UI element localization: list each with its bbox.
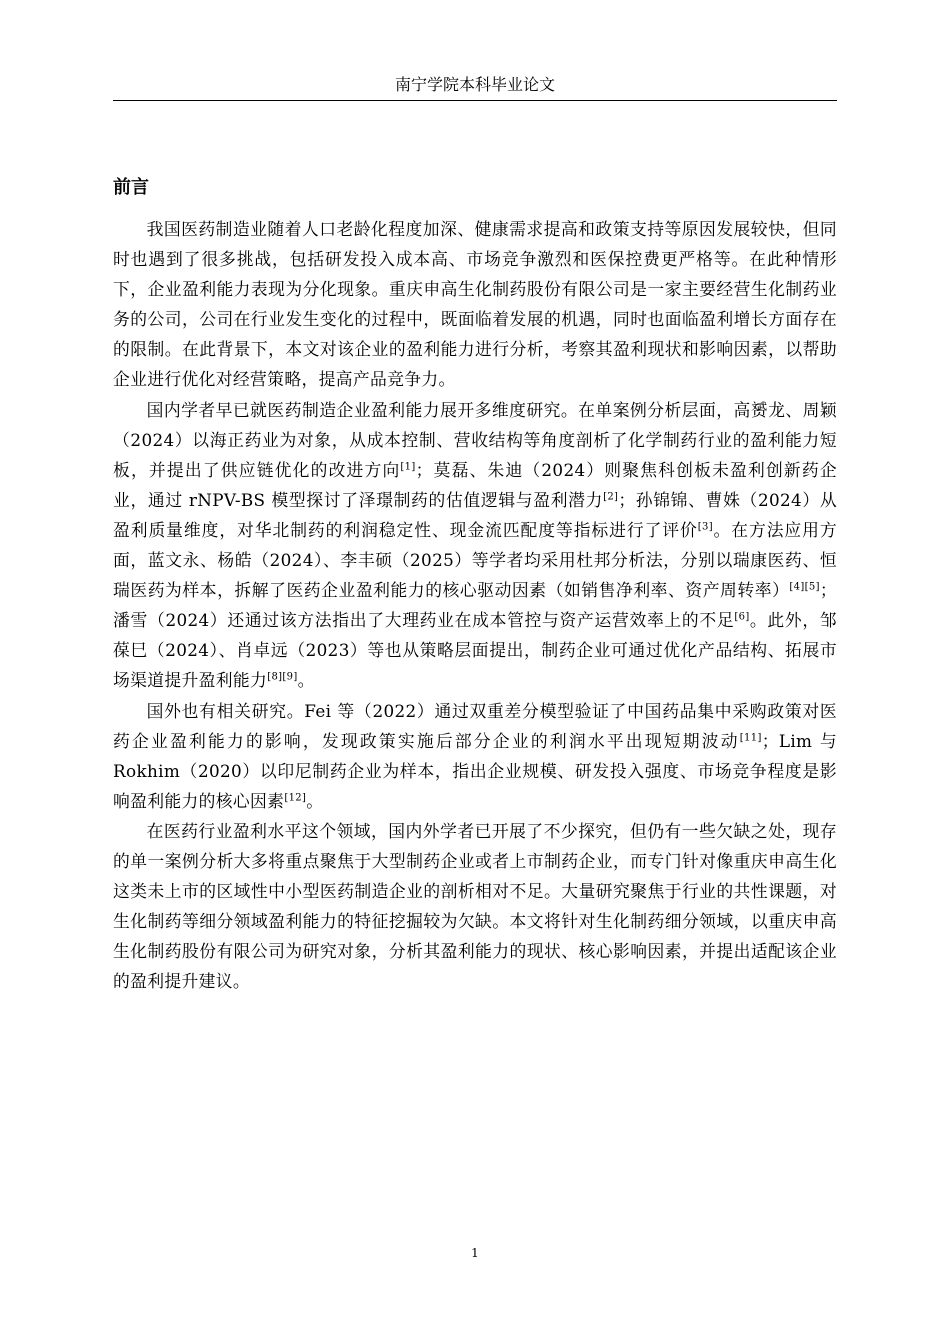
citation-marker: [12] [284,792,307,804]
body-text [113,214,837,996]
citation-marker: [4][5] [789,581,820,593]
running-header: 南宁学院本科毕业论文 [394,75,555,94]
header-rule [113,100,837,101]
section-heading: 前言 [113,177,149,198]
citation-marker: [8][9] [267,671,298,683]
citation-marker: [1] [400,461,416,473]
citation-marker: [6] [734,611,750,623]
citation-marker: [2] [603,491,619,503]
paragraph-foreign-research: 国外也有相关研究。Fei 等（2022）通过双重差分模型验证了中国药品集中采购政策对医药企业盈利能力的影响，发现政策实施后部分企业的利润水平出现短期波动[11]；Lim 与 Rokhim（2020）以印尼制药企业为样本，指出企业规模、研发投入强度、市场竞争程度是影响盈利能力的核心因素[12]。 [113,700,838,811]
citation-marker: [11] [739,732,762,743]
paragraph-background: 我国医药制造业随着人口老龄化程度加深、健康需求提高和政策支持等原因发展较快，但同时也遇到了很多挑战，包括研发投入成本高、市场竞争激烈和医保控费更严格等。在此种情形下，企业盈利能力表现为分化现象。重庆申高生化制药股份有限公司是一家主要经营生化制药业务的公司，公司在行业发生变化的过程中，既面临着发展的机遇，同时也面临盈利增长方面存在的限制。在此背景下，本文对该企业的盈利能力进行分析，考察其盈利现状和影响因素，以帮助企业进行优化对经营策略，提高产品竞争力。 [113,219,837,390]
page-number: 1 [471,1246,479,1260]
citation-marker: [3] [697,521,713,533]
paragraph-domestic-research: 国内学者早已就医药制造企业盈利能力展开多维度研究。在单案例分析层面，高赟龙、周颖（2024）以海正药业为对象，从成本控制、营收结构等角度剖析了化学制药行业的盈利能力短板，并提出了供应链优化的改进方向[1]；莫磊、朱迪（2024）则聚焦科创板未盈利创新药企业，通过 rNPV-BS 模型探讨了泽璟制药的估值逻辑与盈利潜力[2]；孙锦锦、曹姝（2024）从盈利质量维度，对华北制药的利润稳定性、现金流匹配度等指标进行了评价[3]。在方法应用方面，蓝文永、杨皓（2024）、李丰硕（2025）等学者均采用杜邦分析法，分别以瑞康医药、恒瑞医药为样本，拆解了医药企业盈利能力的核心驱动因素（如销售净利率、资产周转率）[4][5]；潘雪（2024）还通过该方法指出了大理药业在成本管控与资产运营效率上的不足[6]。此外，邹葆巳（2024）、肖卓远（2023）等也从策略层面提出，制药企业可通过优化产品结构、拓展市场渠道提升盈利能力[8][9]。 [113,399,838,691]
paragraph-research-gap: 在医药行业盈利水平这个领域，国内外学者已开展了不少探究，但仍有一些欠缺之处，现存的单一案例分析大多将重点聚焦于大型制药企业或者上市制药企业，而专门针对像重庆申高生化这类未上市的区域性中小型医药制造企业的剖析相对不足。大量研究聚焦于行业的共性课题，对生化制药等细分领域盈利能力的特征挖掘较为欠缺。本文将针对生化制药细分领域，以重庆申高生化制药股份有限公司为研究对象，分析其盈利能力的现状、核心影响因素，并提出适配该企业的盈利提升建议。 [113,820,837,992]
